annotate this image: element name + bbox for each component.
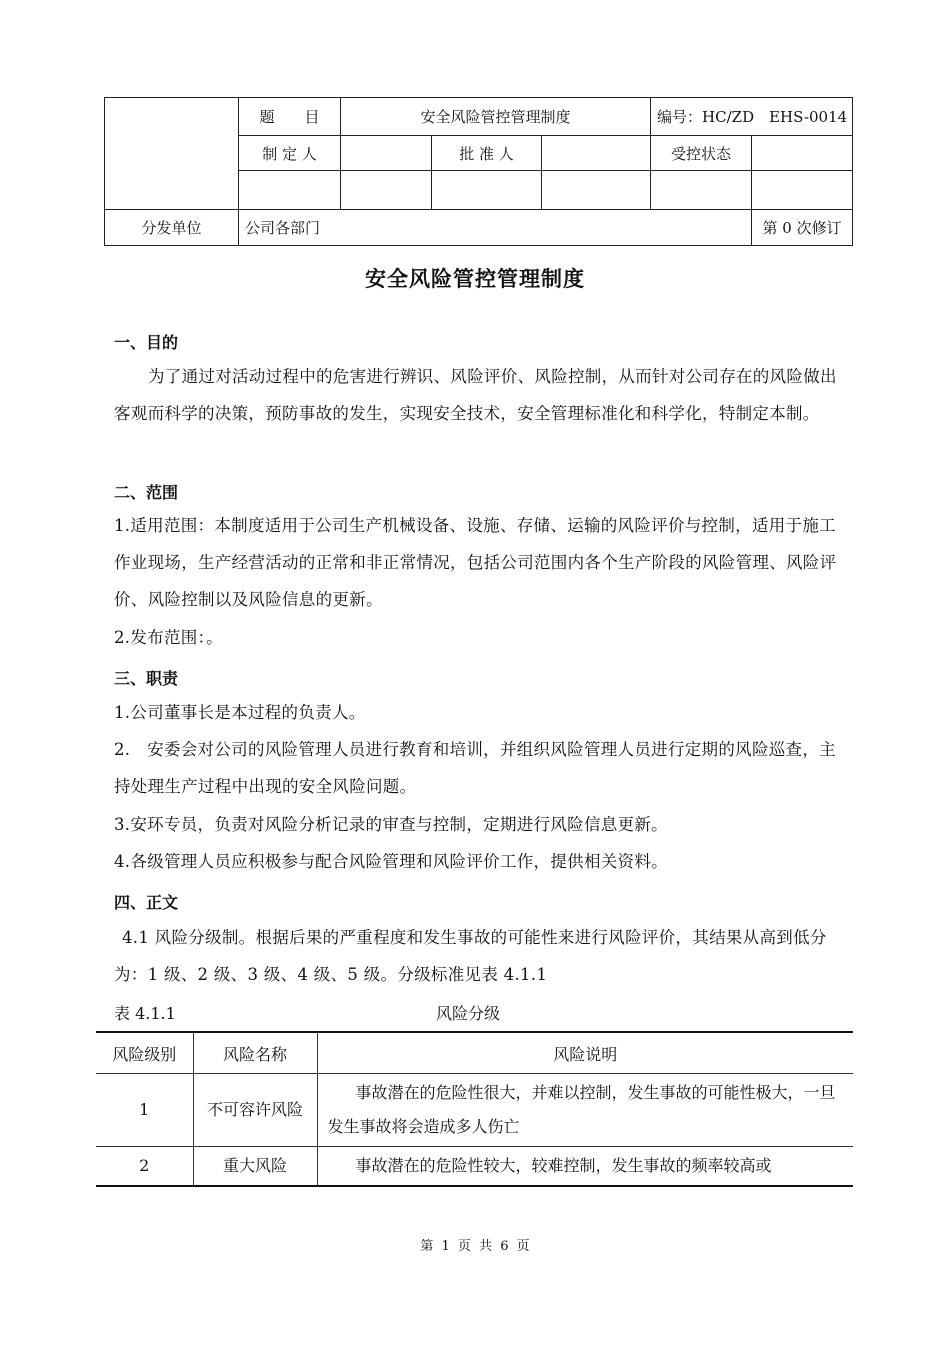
empty-cell [341,171,432,209]
section-heading-purpose: 一、目的 [114,333,179,352]
scope-item-2: 2.发布范围：。 [114,628,223,647]
empty-cell [651,171,752,209]
section-heading-body: 四、正文 [114,893,179,912]
risk-name: 重大风险 [193,1147,317,1187]
control-status-label: 受控状态 [651,136,752,171]
document-title: 安全风险管控管理制度 [365,267,585,291]
column-header-description: 风险说明 [317,1032,853,1074]
column-header-name: 风险名称 [193,1032,317,1074]
document-header-table [104,97,853,246]
body-paragraph-4-1: 4.1 风险分级制。根据后果的严重程度和发生事故的可能性来进行风险评价，其结果从高到低分为：1 级、2 级、3 级、4 级、5 级。分级标准见表 4.1.1 [114,928,827,984]
table-row [96,1074,853,1147]
table-title: 风险分级 [436,1004,501,1023]
scope-item-1: 1.适用范围：本制度适用于公司生产机械设备、设施、存储、运输的风险评价与控制，适用于施工作业现场，生产经营活动的正常和非正常情况，包括公司范围内各个生产阶段的风险管理、风险评价、风险控制以及风险信息的更新。 [114,516,837,609]
duty-item-2: 2. 安委会对公司的风险管理人员进行教育和培训，并组织风险管理人员进行定期的风险巡查，主持处理生产过程中出现的安全风险问题。 [114,740,836,796]
column-header-level: 风险级别 [96,1032,193,1074]
risk-level: 1 [96,1074,193,1147]
approver-label: 批 准 人 [432,136,542,171]
empty-cell [542,171,651,209]
table-number: 表 4.1.1 [114,1004,176,1023]
table-row [96,1147,853,1187]
drafter-value [341,136,432,171]
duty-item-3: 3.安环专员，负责对风险分析记录的审查与控制，定期进行风险信息更新。 [114,815,668,834]
risk-description: 事故潜在的危险性很大，并难以控制，发生事故的可能性极大，一旦发生事故将会造成多人伤亡 [317,1074,853,1147]
duty-item-4: 4.各级管理人员应积极参与配合风险管理和风险评价工作，提供相关资料。 [114,852,668,871]
distribution-value: 公司各部门 [239,209,752,245]
section-heading-scope: 二、范围 [114,483,179,502]
distribution-label: 分发单位 [105,209,239,245]
empty-cell [752,171,853,209]
risk-description: 事故潜在的危险性较大，较难控制，发生事故的频率较高或 [355,1156,772,1175]
control-status-value [752,136,853,171]
page-footer: 第 1 页 共 6 页 [420,1239,530,1254]
logo-cell [105,98,239,210]
duty-item-1: 1.公司董事长是本过程的负责人。 [114,703,366,722]
empty-cell [239,171,341,209]
approver-value [542,136,651,171]
risk-level-table [96,1031,853,1187]
risk-level: 2 [96,1147,193,1187]
subject-label: 题 目 [239,98,341,136]
section-heading-duties: 三、职责 [114,669,179,688]
empty-cell [432,171,542,209]
drafter-label: 制 定 人 [239,136,341,171]
purpose-paragraph: 为了通过对活动过程中的危害进行辨识、风险评价、风险控制，从而针对公司存在的风险做出客观而科学的决策，预防事故的发生，实现安全技术，安全管理标准化和科学化，特制定本制。 [114,367,837,423]
revision: 第 0 次修订 [752,209,853,245]
subject-value: 安全风险管控管理制度 [341,98,651,136]
document-number: 编号：HC/ZD EHS-0014 [651,98,853,136]
risk-name: 不可容许风险 [193,1074,317,1147]
